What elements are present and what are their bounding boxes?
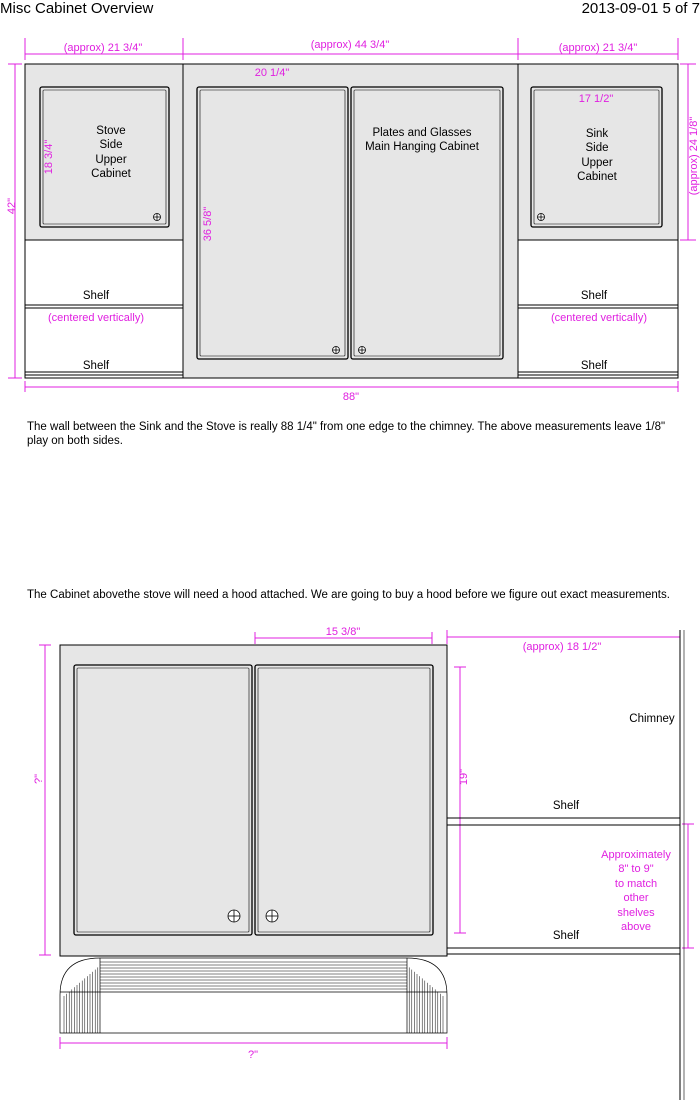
shelf-label: Shelf	[552, 800, 580, 812]
shelf-left-area	[25, 240, 183, 378]
shelf-label: Shelf	[82, 290, 110, 302]
svg-text:Side: Side	[99, 139, 123, 151]
dim-total-height: 42"	[6, 197, 18, 215]
svg-text:Upper: Upper	[581, 157, 613, 169]
dim-door-width: 20 1/4"	[254, 67, 290, 79]
svg-text:8" to 9": 8" to 9"	[618, 863, 654, 875]
svg-text:other: other	[623, 892, 649, 904]
hood-note: The Cabinet abovethe stove will need a hood attached. We are going to buy a hood before we figure out exact measurements.	[27, 589, 670, 601]
shelf-right-area	[518, 240, 678, 378]
shelf-label: Shelf	[552, 930, 580, 942]
dim-centered-right: (centered vertically)	[551, 312, 647, 324]
svg-text:Cabinet: Cabinet	[577, 171, 617, 183]
svg-text:Stove: Stove	[96, 125, 126, 137]
dim-sink-door-width: 17 1/2"	[578, 93, 614, 105]
svg-text:Approximately: Approximately	[601, 849, 671, 861]
dim-total-width: 88"	[342, 391, 360, 403]
svg-text:Upper: Upper	[95, 154, 127, 166]
chimney-label: Chimney	[629, 713, 675, 725]
svg-text:to match: to match	[614, 878, 658, 890]
dim-centered-left: (centered vertically)	[48, 312, 144, 324]
shelf-label: Shelf	[580, 360, 608, 372]
approx-shelf-note	[601, 849, 671, 933]
dim-main-door-height: 36 5/8"	[202, 206, 214, 242]
dim-right-width: (approx) 21 3/4"	[558, 42, 638, 54]
range-hood	[60, 958, 447, 1033]
svg-text:Main Hanging Cabinet: Main Hanging Cabinet	[365, 141, 479, 153]
main-left-door	[197, 87, 348, 359]
upper-cabinet-frame	[25, 64, 678, 378]
dim-stove-door-height: 18 3/4"	[43, 139, 55, 175]
dim-shelf-width: (approx) 18 1/2"	[522, 641, 602, 653]
svg-text:shelves: shelves	[617, 907, 655, 919]
svg-text:Side: Side	[585, 142, 609, 154]
wall-note: The wall between the Sink and the Stove is really 88 1/4" from one edge to the chimney. The above measurements leave 1/8" play on both sides.	[27, 421, 666, 447]
svg-text:Sink: Sink	[585, 128, 609, 140]
dim-hood-width: ?"	[247, 1049, 259, 1061]
svg-text:Plates and Glasses: Plates and Glasses	[372, 127, 472, 139]
date-page-number: 2013-09-01 5 of 7	[581, 0, 700, 17]
dim-left-width: (approx) 21 3/4"	[63, 42, 143, 54]
dim-right-height: (approx) 24 1/8"	[688, 116, 700, 196]
dim-door-width: 15 3/8"	[325, 626, 361, 638]
svg-text:above: above	[621, 921, 651, 933]
shelf-label: Shelf	[82, 360, 110, 372]
stove-left-door	[74, 665, 252, 935]
dim-shelf-height: 19"	[458, 768, 470, 786]
dim-middle-width: (approx) 44 3/4"	[310, 39, 390, 51]
stove-right-door	[255, 665, 433, 935]
dim-cabinet-height: ?"	[33, 773, 45, 785]
page-title: Misc Cabinet Overview	[0, 0, 154, 17]
shelf-label: Shelf	[580, 290, 608, 302]
svg-text:Cabinet: Cabinet	[91, 168, 131, 180]
